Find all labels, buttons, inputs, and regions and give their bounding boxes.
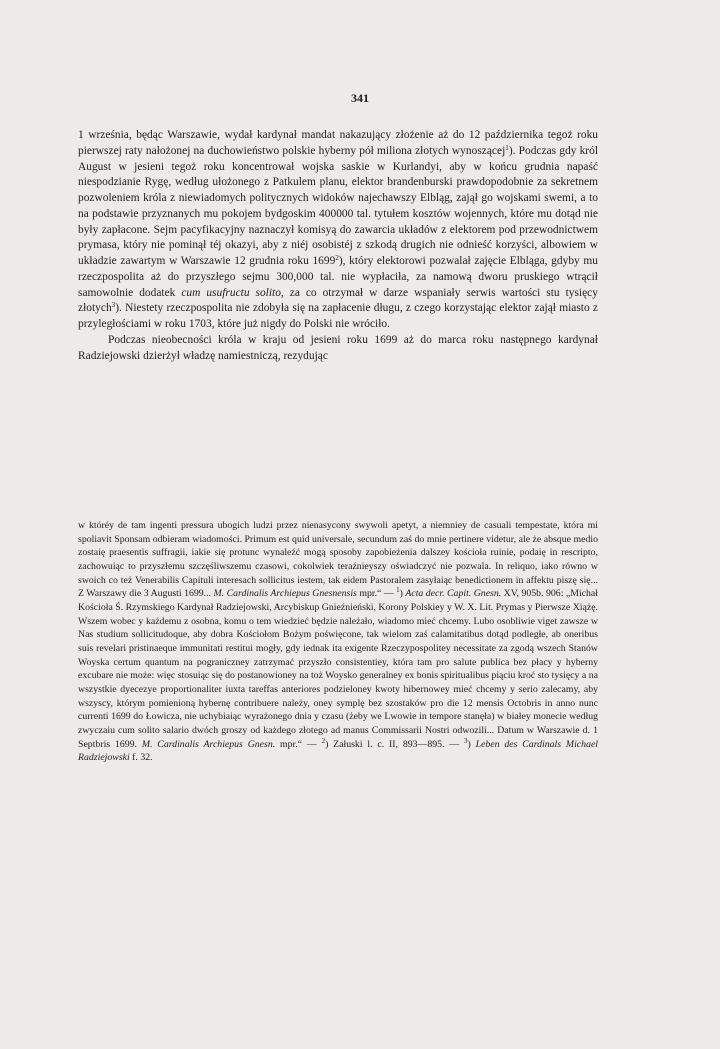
paragraph-1: 1 września, będąc Warszawie, wydał kardynał mandat nakazujący złożenie aż do 12 października tegoż roku pierwszej raty nałożonej na duchowieństwo polskie hyberny pół miliona złotych wynoszącej$^1$). Podczas gdy król August w jesieni tegoż roku koncentrował wojska saskie w Kurlandyi, aby w końcu grudnia napaść niespodzianie Rygę, według ułożonego z Patkulem planu, elektor brandenburski prawdopodobnie za sekretnem pozwoleniem króla z niewiadomych politycznych widoków najechawszy Elbląg, zajął go wojskami swemi, a to na podstawie przyznanych mu pokojem bydgoskim 400000 tal. tytułem kosztów wojennych, które mu dotąd nie były zapłacone. Sejm pacyfikacyjny naznaczył komisyą do zawarcia układów z elektorem pod przewodnictwem prymasa, który nie pominął téj okazyi, aby z niéj osobistéj z szkodą drugich nie odnieść korzyści, albowiem w układzie zawartym w Warszawie 12 grudnia roku 1699$^2$), który elektorowi pozwalał zajęcie Elbląga, gdyby mu rzeczpospolita aż do przyszłego sejmu 300,000 tal. nie wypłaciła, za namową dworu pruskiego wtrącił samowolnie dodatek cum usufructu solito, za co otrzymał w darze wspaniały serwis wartości stu tysięcy złotych$^3$). Niestety rzeczpospolita nie zdobyła się na zapłacenie długu, z czego korzystając elektor zajął miasto z przyległościami w roku 1703, które już nigdy do Polski nie wróciło. bbox=[78, 129, 599, 330]
footnote-marker-2: 2 bbox=[321, 736, 326, 745]
footnote-ref-2: 2 bbox=[335, 254, 339, 262]
footnote-marker-1: 1 bbox=[396, 586, 400, 595]
page-number: 341 bbox=[351, 91, 369, 105]
footnotes bbox=[78, 519, 598, 765]
footnote-ref-1: 1 bbox=[505, 143, 509, 152]
footnote-text: w któréy de tam ingenti pressura ubogich ludzi przez nienasycony swywoli apetyt, a niemniey de casuali tempestate, która mi spoliavit Sponsam odbieram wiadomości. Primum est quid universale, secundum zaś do mnie pertinere videtur, ale że absque medio zostaię praesentis suffragii, iakie się protunc wynaleźć mogą sposoby zapobieżenia dalszey kościoła ruinie, podaię in rescripto, zachowuiąc to przyszłemu szczęśliwszemu czasowi, cokolwiek teraźnieyszy oświadczyć nie pozwala. In reliquo, iako równo w swoich co też Venerabilis Capituli interesach sollicitus iestem, tak eidem Pastoralem zasyłaiąc benedictionem in affektu piszę się... Z Warszawy die 3 Augusti 1699... M. Cardinalis Archiepus Gnesnensis mpr.“ — $^1$) Acta decr. Capit. Gnesn. XV, 905b. 906: „Michał Kościoła Ś. Rzymskiego Kardynał Radziejowski, Arcybiskup Gnieźnieński, Korony Polskiey y W. X. Lit. Prymas y Pierwsze Xiążę. Wszem wobec y każdemu z osobna, komu o tem wiedzieć będzie należało, wiadomo mieć chcemy. Lubo osobliwie viget zawsze w Nas studium sollicitudoque, aby dobra Kościołom Bożym poświęcone, tak wielom zaś calamitatibus dotąd podległe, ab oneribus suis revelari pristinaeque immunitati restitui mogły, gdy iednak ita exigente Rzeczypospolitey necessitate za zgodą wszech Stanów Woyska certum quantum na pograniczney zatrzymać przyszło consistentiey, która tam pro salute publica bez płacy y hyberny excubare nie może: więc stosuiąc się do postanowioney na toż Woysko generalney ex bonis spiritualibus piąciu kroć sto tysięcy a na wszystkie dyecezye proportionaliter iuxta tareffas anteriores podzieloney kwoty hibernowey mieć chcemy y serio zalecamy, aby wszyscy, którym pomienioną hybernę contribuere należy, oney symplę bez szostaków pro die 12 mensis Octobris in anno nunc currenti 1699 do Łowicza, nie uchybiaiąc wyrażonego dnia y czasu (żeby we Lwowie in tempore stanęła) w białey monecie według zwyczaiu cum solito salario dwóch groszy od każdego złotego ad manus Commissarii Nostri odwozili... Datum w Warszawie d. 1 Septbris 1699. M. Cardinalis Archiepus Gnesn. mpr.“ — $^2$) Załuski l. c. II, 893—895. — $^3$) Leben des Cardinals Michael Radziejowski f. 32. bbox=[78, 520, 599, 764]
main-text bbox=[78, 128, 598, 364]
paragraph-2: Podczas nieobecności króla w kraju od jesieni roku 1699 aż do marca roku następnego kardynał Radziejowski dzierżył władzę namiestniczą, rezydując bbox=[78, 333, 598, 362]
footnote-marker-3: 3 bbox=[463, 736, 468, 745]
footnote-ref-3: 3 bbox=[111, 301, 116, 310]
latin-phrase: cum usufructu solito, bbox=[181, 286, 284, 299]
